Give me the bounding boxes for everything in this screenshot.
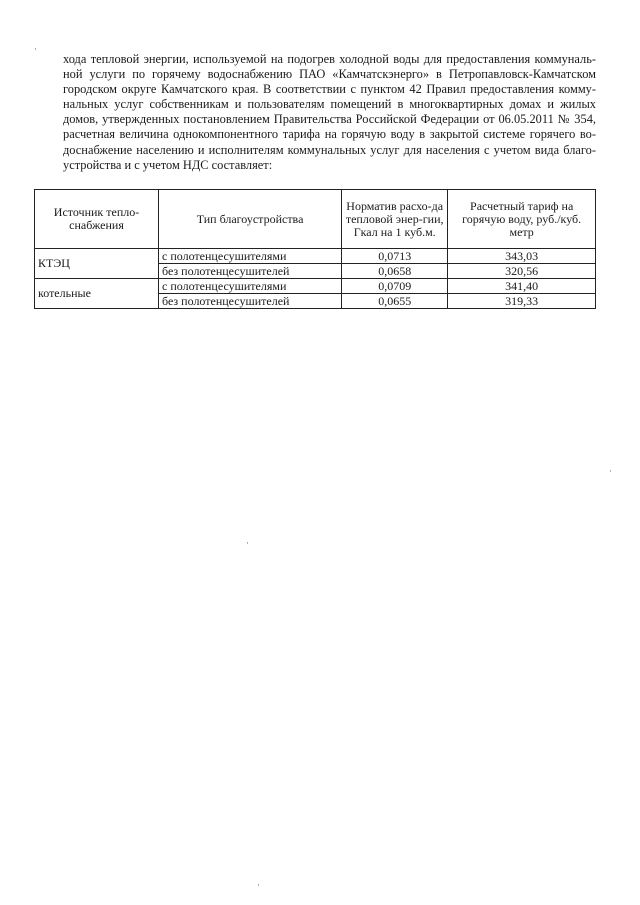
type-cell: с полотенцесушителями <box>159 249 342 264</box>
tariff-cell: 341,40 <box>448 279 596 294</box>
header-source: Источник тепло-снабжения <box>35 190 159 249</box>
paragraph-line: доснабжение населению и исполнителям коммунальных услуг для населения с учетом вида благо- <box>63 142 596 157</box>
paragraph-line: нальных услуг собственникам и пользователям помещений в многоквартирных домах и жилых <box>63 97 596 112</box>
type-cell: с полотенцесушителями <box>159 279 342 294</box>
paragraph-line: расчетная величина однокомпонентного тарифа на горячую воду в закрытой системе горячего во- <box>63 127 596 142</box>
norm-cell: 0,0658 <box>342 264 448 279</box>
scan-speck: · <box>246 538 249 548</box>
norm-cell: 0,0713 <box>342 249 448 264</box>
body-paragraph <box>63 52 596 173</box>
paragraph-line: домов, утвержденных постановлением Правительства Российской Федерации от 06.05.2011 № 354, <box>63 112 596 127</box>
paragraph-line: хода тепловой энергии, используемой на подогрев холодной воды для предоставления коммуналь- <box>63 52 596 66</box>
paragraph-line: устройства и с учетом НДС составляет: <box>63 157 273 172</box>
norm-cell: 0,0655 <box>342 294 448 309</box>
header-norm: Норматив расхо-да тепловой энер-гии, Гкал на 1 куб.м. <box>342 190 448 249</box>
scan-speck: · <box>34 44 37 54</box>
header-tariff: Расчетный тариф на горячую воду, руб./куб. метр <box>448 190 596 249</box>
table-row <box>35 279 596 294</box>
paragraph-line: городском округе Камчатского края. В соответствии с пунктом 42 Правил предоставления комму- <box>63 82 596 97</box>
source-cell: котельные <box>35 279 159 309</box>
tariff-cell: 343,03 <box>448 249 596 264</box>
scan-speck: · <box>609 466 612 476</box>
tariff-cell: 319,33 <box>448 294 596 309</box>
tariff-cell: 320,56 <box>448 264 596 279</box>
tariff-table <box>34 189 596 309</box>
table-row <box>35 249 596 264</box>
type-cell: без полотенцесушителей <box>159 294 342 309</box>
source-cell: КТЭЦ <box>35 249 159 279</box>
scan-speck: · <box>257 880 260 890</box>
paragraph-line: ной услуги по горячему водоснабжению ПАО «Камчатскэнерго» в Петропавловск-Камчатском <box>63 67 596 82</box>
table-header-row <box>35 190 596 249</box>
norm-cell: 0,0709 <box>342 279 448 294</box>
header-type: Тип благоустройства <box>159 190 342 249</box>
type-cell: без полотенцесушителей <box>159 264 342 279</box>
